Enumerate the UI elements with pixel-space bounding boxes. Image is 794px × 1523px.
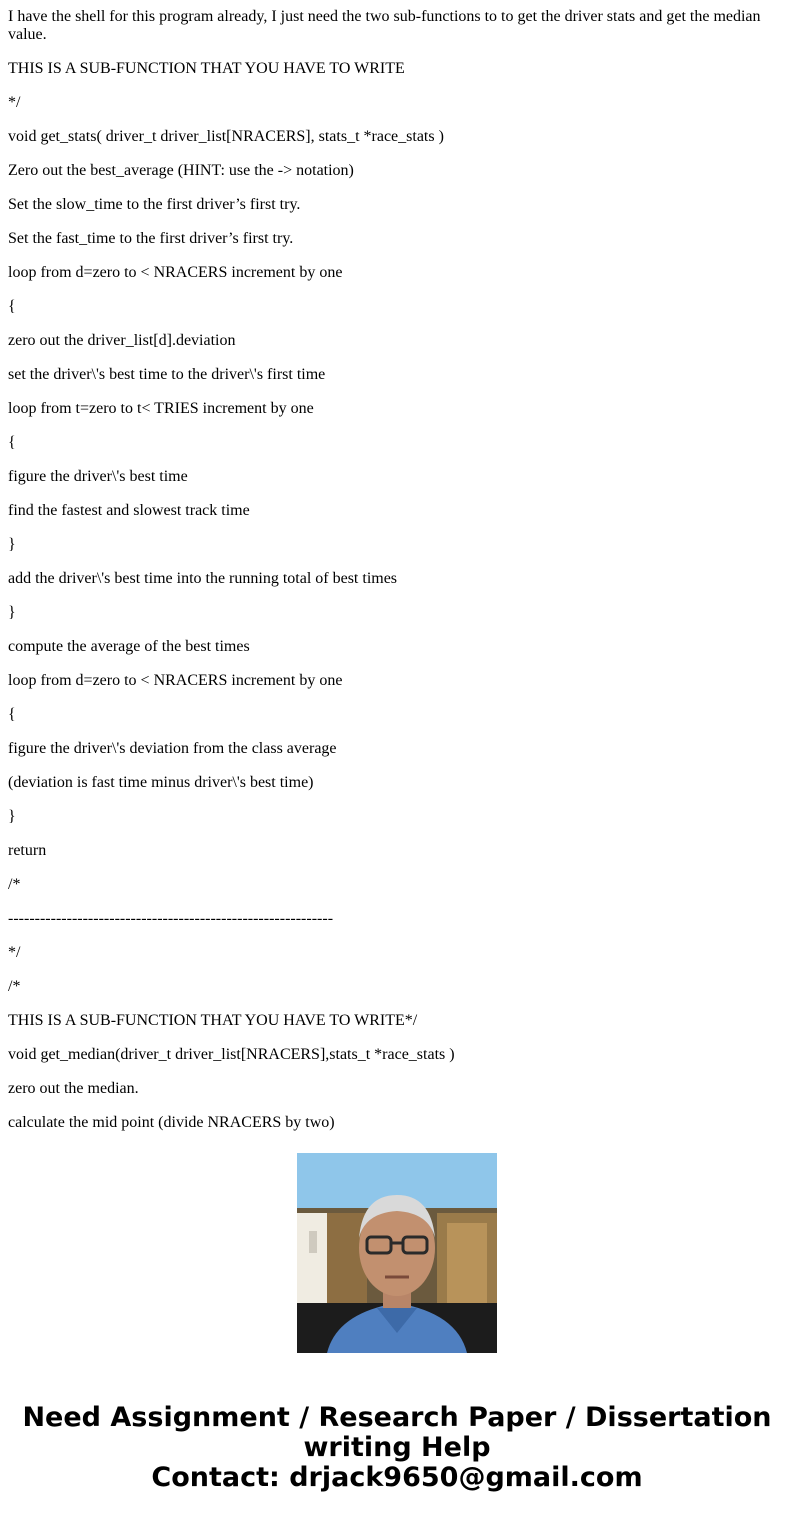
paragraph: (deviation is fast time minus driver\'s best time) [8,774,314,791]
paragraph: loop from t=zero to t< TRIES increment by one [8,400,314,417]
paragraph: } [8,536,16,553]
promo-banner [0,1403,794,1493]
paragraph: add the driver\'s best time into the running total of best times [8,570,398,587]
paragraph: I have the shell for this program already, I just need the two sub-functions to to get the driver stats and get the median value. [8,8,765,43]
paragraph: ------------------------------------------------------------- [8,910,334,927]
paragraph: /* [8,876,21,893]
paragraph: loop from d=zero to < NRACERS increment by one [8,264,343,281]
paragraph: zero out the median. [8,1080,139,1097]
avatar-portrait-icon [297,1153,497,1353]
paragraph: loop from d=zero to < NRACERS increment by one [8,672,343,689]
paragraph: find the fastest and slowest track time [8,502,250,519]
paragraph: { [8,298,16,315]
paragraph: figure the driver\'s deviation from the class average [8,740,337,757]
question-text [8,8,786,1131]
promo-contact: Contact: drjack9650@gmail.com [151,1462,643,1493]
paragraph: set the driver\'s best time to the driver\'s first time [8,366,326,383]
paragraph: THIS IS A SUB-FUNCTION THAT YOU HAVE TO WRITE [8,60,405,77]
paragraph: void get_median(driver_t driver_list[NRACERS],stats_t *race_stats ) [8,1046,455,1063]
promo-line-2: writing Help [303,1432,491,1463]
paragraph: } [8,808,16,825]
paragraph: void get_stats( driver_t driver_list[NRACERS], stats_t *race_stats ) [8,128,444,145]
paragraph: /* [8,978,21,995]
paragraph: } [8,604,16,621]
paragraph: zero out the driver_list[d].deviation [8,332,236,349]
paragraph: Set the fast_time to the first driver’s first try. [8,230,294,247]
paragraph: calculate the mid point (divide NRACERS by two) [8,1114,335,1131]
avatar [297,1153,497,1353]
paragraph: compute the average of the best times [8,638,250,655]
paragraph: */ [8,944,21,961]
paragraph: { [8,434,16,451]
paragraph: return [8,842,47,859]
paragraph: THIS IS A SUB-FUNCTION THAT YOU HAVE TO WRITE*/ [8,1012,418,1029]
paragraph: figure the driver\'s best time [8,468,188,485]
paragraph: */ [8,94,21,111]
paragraph: Set the slow_time to the first driver’s first try. [8,196,301,213]
paragraph: { [8,706,16,723]
promo-line-1: Need Assignment / Research Paper / Dissertation [22,1402,772,1433]
paragraph: Zero out the best_average (HINT: use the -> notation) [8,162,354,179]
